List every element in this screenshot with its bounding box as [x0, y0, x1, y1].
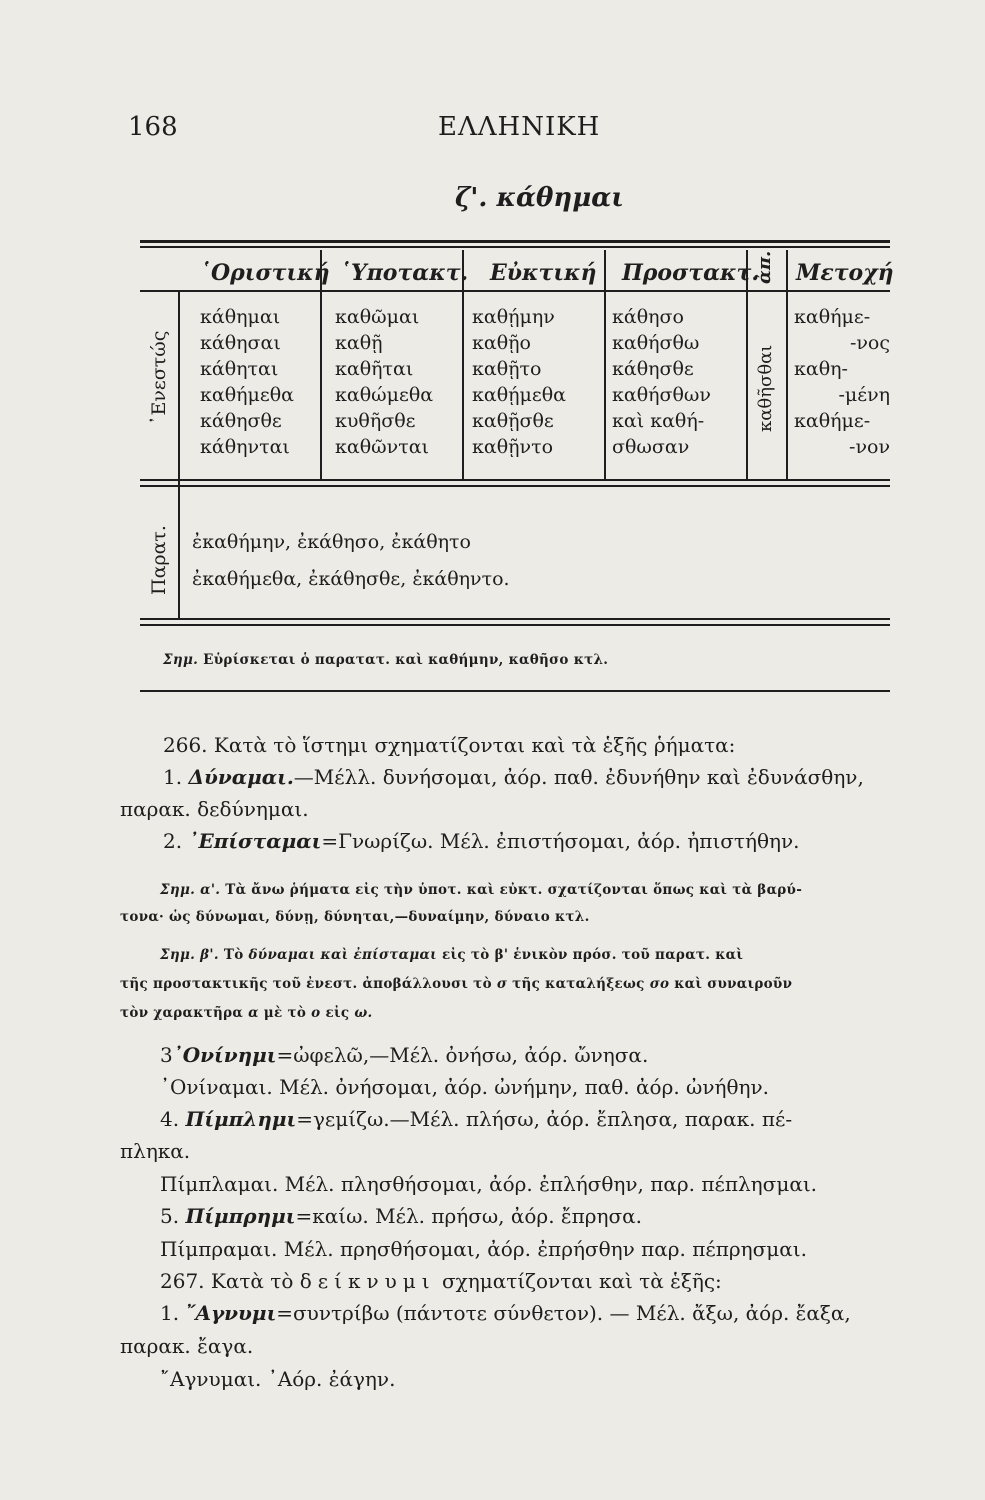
note-text: Τὸ	[223, 947, 244, 963]
column-prostakt-forms	[612, 304, 711, 460]
form: σθωσαν	[612, 436, 690, 458]
note-a-line-2: τονα· ὡς δύνωμαι, δύνῃ, δύνηται,—δυναίμην, δύναιο κτλ.	[120, 909, 590, 925]
para-266-item-1	[163, 765, 864, 789]
table-top-rule-inner	[140, 246, 890, 248]
note-prefix: Σημ. α'.	[160, 882, 221, 898]
form: καθῇο	[472, 332, 531, 354]
column-ypotakt-forms	[335, 304, 433, 460]
note-emphasis: σ	[496, 976, 508, 992]
spaced-verb: δείκνυμι	[299, 1269, 436, 1293]
verb-headword: ᾿Επίσταμαι	[188, 829, 322, 853]
verb-headword: Πίμπρημι	[185, 1204, 296, 1228]
col-header-euktiki: Εὐκτική	[490, 260, 597, 286]
table-bottom-rule	[140, 618, 890, 620]
form: κάθησθε	[612, 358, 694, 380]
para-267-item-1-middle: ῎Αγνυμαι. ᾿Αόρ. ἐάγην.	[160, 1367, 396, 1391]
item-number: 2.	[163, 829, 183, 853]
note-text: καὶ συναιροῦν	[674, 976, 793, 992]
form: καθήμεθα	[200, 384, 294, 406]
form: κάθημαι	[200, 306, 281, 328]
form: καθῇντο	[472, 436, 554, 458]
form: καθῆται	[335, 358, 414, 380]
row-label-divider	[178, 290, 180, 618]
item-4	[160, 1107, 792, 1131]
para-267-intro	[160, 1269, 722, 1293]
intro-text: σχηματίζονται καὶ τὰ ἑξῆς:	[442, 1269, 722, 1293]
note-b-line-1	[160, 947, 743, 963]
item-text: —Μέλλ. δυνήσομαι, ἀόρ. παθ. ἐδυνήθην καὶ ἐδυνάσθην,	[293, 765, 864, 789]
form: -νον	[849, 436, 890, 458]
col-divider-3	[604, 250, 606, 479]
item-number: 3	[160, 1043, 173, 1067]
table-note	[163, 652, 608, 668]
note-emphasis: σο	[649, 976, 670, 992]
form: κάθηνται	[200, 436, 290, 458]
form: καθῄμην	[472, 306, 555, 328]
form: -νος	[849, 332, 890, 354]
col-header-prostakt: Προστακτ.	[622, 260, 759, 286]
column-euktiki-forms	[472, 304, 566, 460]
verb-headword: ᾿Ονίνημι	[172, 1043, 277, 1067]
imperfect-line: ἐκαθήμεθα, ἐκάθησθε, ἐκάθηντο.	[192, 568, 510, 590]
form: καθῇσθε	[472, 410, 554, 432]
note-text: εἰς τὸ β' ἑνικὸν πρόσ. τοῦ παρατ. καὶ	[442, 947, 744, 963]
item-text: =ὠφελῶ,—Μέλ. ὀνήσω, ἀόρ. ὤνησα.	[276, 1043, 649, 1067]
item-text: =γεμίζω.—Μέλ. πλήσω, ἀόρ. ἔπλησα, παρακ. πέ-	[296, 1107, 793, 1131]
item-number: 5.	[160, 1204, 180, 1228]
col-header-metochi: Μετοχή	[796, 260, 894, 286]
form: καθῄμεθα	[472, 384, 566, 406]
form: κάθησαι	[200, 332, 281, 354]
note-b-line-2	[120, 976, 792, 992]
col-header-aparemfato: ἀπ.	[754, 250, 775, 284]
item-5	[160, 1204, 642, 1228]
item-text: =συντρίβω (πάντοτε σύνθετον). — Μέλ. ἄξω, ἀόρ. ἔαξα,	[276, 1301, 851, 1325]
item-3-middle: ᾿Ονίναμαι. Μέλ. ὀνήσομαι, ἀόρ. ὠνήμην, παθ. ἀόρ. ὠνήθην.	[160, 1075, 770, 1099]
note-text: μὲ τὸ	[263, 1005, 307, 1021]
item-4-middle: Πίμπλαμαι. Μέλ. πλησθήσομαι, ἀόρ. ἐπλήσθην, παρ. πέπλησμαι.	[160, 1172, 818, 1196]
form: καθώμεθα	[335, 384, 434, 406]
para-266-item-1-cont: παρακ. δεδύνημαι.	[120, 797, 309, 821]
note-prefix: Σημ.	[163, 652, 199, 668]
item-4-cont: πληκα.	[120, 1139, 191, 1163]
note-emphasis: δύναμαι καὶ ἐπίσταμαι	[248, 947, 438, 963]
row-label-imperfect: Παρατ.	[148, 525, 170, 595]
form: κάθηται	[200, 358, 279, 380]
section-heading: ζ'. κάθημαι	[455, 183, 624, 213]
verb-headword: Δύναμαι.	[188, 765, 294, 789]
form: κάθησο	[612, 306, 684, 328]
form: καθήμε-	[794, 306, 871, 328]
form: -μένη	[838, 384, 890, 406]
note-text: Εὑρίσκεται ὁ παρατατ. καὶ καθήμην, καθῆσο κτλ.	[203, 652, 609, 668]
table-top-rule	[140, 240, 890, 243]
item-number: 4.	[160, 1107, 180, 1131]
imperfect-forms	[192, 524, 510, 598]
note-prefix: Σημ. β'.	[160, 947, 219, 963]
verb-headword: Πίμπλημι	[185, 1107, 297, 1131]
header-rule	[140, 290, 890, 292]
form: καθη-	[794, 358, 848, 380]
para-266-item-2	[163, 829, 800, 853]
col-header-ypotakt: ῾Υποτακτ.	[340, 260, 469, 286]
note-text: τῆς προστακτικῆς τοῦ ἐνεστ. ἀποβάλλουσι τὸ	[120, 976, 492, 992]
row-label-present: ᾿Ενεστώς	[148, 330, 170, 425]
page-number: 168	[128, 112, 178, 142]
note-text: εἰς	[325, 1005, 350, 1021]
item-text: =Γνωρίζω. Μέλ. ἐπιστήσομαι, ἀόρ. ἠπιστήθην.	[321, 829, 800, 853]
present-bottom-rule-inner	[140, 485, 890, 487]
form: κάθησθε	[200, 410, 282, 432]
item-3	[160, 1043, 648, 1067]
note-text: τὸν χαρακτῆρα	[120, 1005, 244, 1021]
form: καθήσθω	[612, 332, 700, 354]
note-text: Τὰ ἄνω ῥήματα εἰς τὴν ὑποτ. καὶ εὐκτ. σχατίζονται ὅπως καὶ τὰ βαρύ-	[225, 882, 803, 898]
note-emphasis: α	[248, 1005, 259, 1021]
column-oristiki-forms	[200, 304, 294, 460]
item-text: =καίω. Μέλ. πρήσω, ἀόρ. ἔπρησα.	[295, 1204, 643, 1228]
col-header-oristiki: ῾Οριστική	[200, 260, 330, 286]
item-number: 1.	[160, 1301, 180, 1325]
running-title: ΕΛΛΗΝΙΚΗ	[438, 112, 601, 142]
para-266-intro: 266. Κατὰ τὸ ἵστημι σχηματίζονται καὶ τὰ ἑξῆς ῥήματα:	[163, 733, 736, 757]
note-emphasis: ω.	[354, 1005, 373, 1021]
present-bottom-rule	[140, 479, 890, 481]
note-b-line-3	[120, 1005, 373, 1021]
form: καθῇ	[335, 332, 383, 354]
verb-headword: ῎Αγνυμι	[185, 1301, 277, 1325]
note-rule	[140, 690, 890, 692]
table-bottom-rule-inner	[140, 624, 890, 626]
column-metochi-forms	[794, 304, 890, 460]
note-a-line-1	[160, 882, 802, 898]
form: καθήμε-	[794, 410, 871, 432]
infinitive-form: καθῆσθαι	[755, 344, 776, 432]
col-divider-5	[786, 250, 788, 479]
note-text: τῆς καταλήξεως	[512, 976, 645, 992]
form: καθῶνται	[335, 436, 429, 458]
form: καθήσθων	[612, 384, 711, 406]
para-267-item-1	[160, 1301, 851, 1325]
form: κυθῆσθε	[335, 410, 416, 432]
form: καθῇτο	[472, 358, 542, 380]
form: καθῶμαι	[335, 306, 420, 328]
para-267-item-1-cont: παρακ. ἔαγα.	[120, 1334, 254, 1358]
form: καὶ καθή-	[612, 410, 705, 432]
imperfect-line: ἐκαθήμην, ἐκάθησο, ἐκάθητο	[192, 531, 471, 553]
note-emphasis: ο	[311, 1005, 321, 1021]
item-number: 1.	[163, 765, 183, 789]
item-5-middle: Πίμπραμαι. Μέλ. πρησθήσομαι, ἀόρ. ἐπρήσθην παρ. πέπρησμαι.	[160, 1237, 807, 1261]
intro-text: 267. Κατὰ τὸ	[160, 1269, 294, 1293]
